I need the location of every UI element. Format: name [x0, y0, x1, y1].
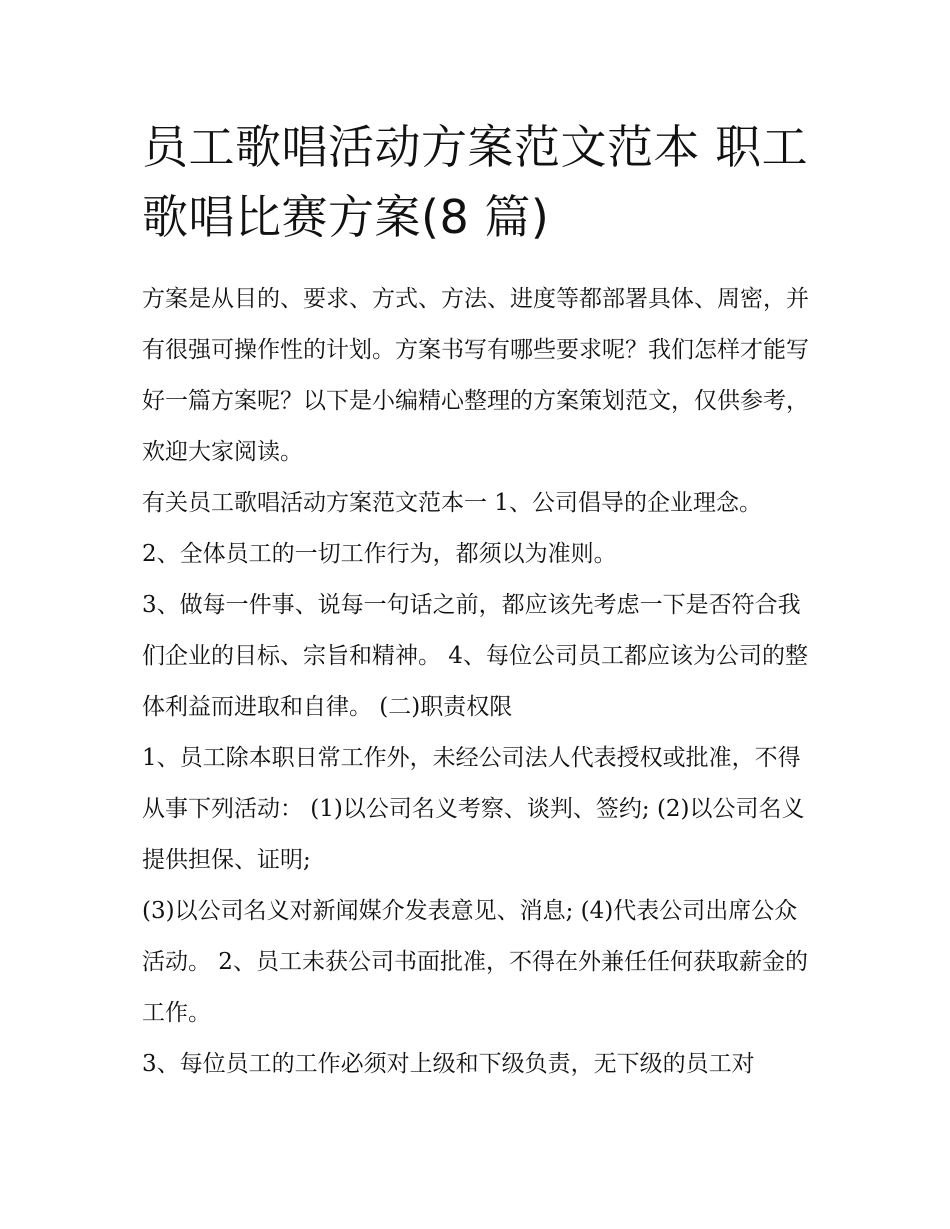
document-page [142, 112, 814, 1090]
authority-rule-one-paragraph: 1、员工除本职日常工作外，未经公司法人代表授权或批准，不得从事下列活动： (1)以公司名义考察、谈判、签约; (2)以公司名义提供担保、证明; [142, 745, 805, 873]
document-title: 员工歌唱活动方案范文范本 职工歌唱比赛方案(8 篇) [142, 120, 809, 244]
rule-three-four-paragraph: 3、做每一件事、说每一句话之前，都应该先考虑一下是否符合我们企业的目标、宗旨和精神。 4、每位公司员工都应该为公司的整体利益而进取和自律。 (二)职责权限 [142, 592, 808, 720]
authority-rule-three-paragraph: 3、每位员工的工作必须对上级和下级负责，无下级的员工对 [142, 1051, 755, 1077]
rule-two-paragraph: 2、全体员工的一切工作行为，都须以为准则。 [142, 541, 617, 567]
authority-rule-continued-paragraph: (3)以公司名义对新闻媒介发表意见、消息; (4)代表公司出席公众活动。 2、员工未获公司书面批准，不得在外兼任任何获取薪金的工作。 [142, 898, 808, 1026]
section-one-heading-paragraph: 有关员工歌唱活动方案范文范本一 1、公司倡导的企业理念。 [142, 490, 762, 516]
intro-paragraph: 方案是从目的、要求、方式、方法、进度等都部署具体、周密，并有很强可操作性的计划。方案书写有哪些要求呢？我们怎样才能写好一篇方案呢？以下是小编精心整理的方案策划范文，仅供参考，欢迎大家阅读。 [142, 286, 809, 465]
